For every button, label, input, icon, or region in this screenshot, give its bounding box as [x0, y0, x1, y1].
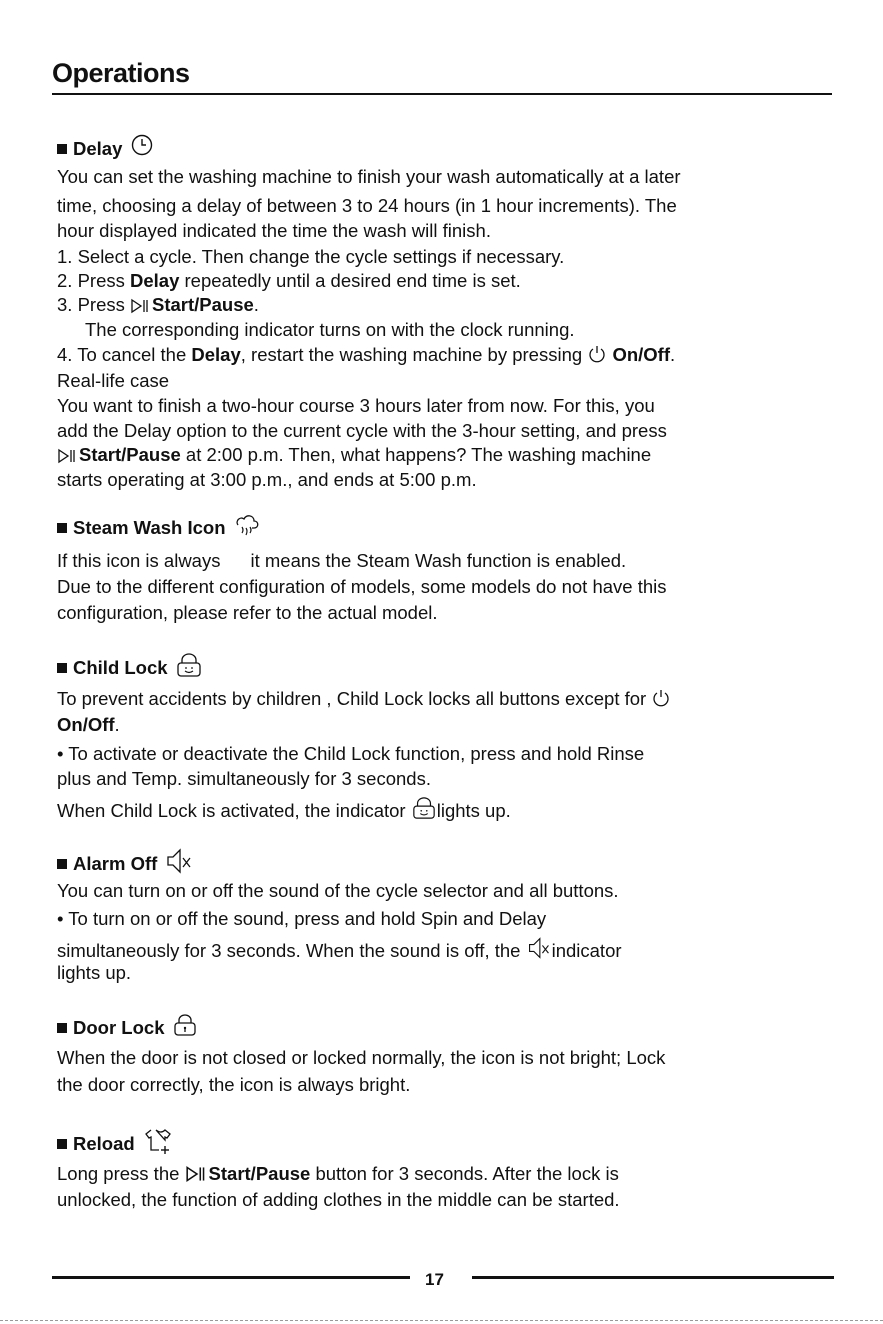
child-lock-icon	[176, 652, 202, 683]
bullet-square	[57, 859, 67, 869]
title-underline	[52, 93, 832, 95]
page-number: 17	[425, 1270, 444, 1289]
alarm-line: • To turn on or off the sound, press and hold Spin and Delay	[57, 908, 547, 929]
bullet-square	[57, 144, 67, 154]
steam-line: configuration, please refer to the actual model.	[57, 602, 438, 623]
child-lock-line: On/Off.	[57, 714, 120, 735]
child-lock-line: plus and Temp. simultaneously for 3 seconds.	[57, 768, 431, 789]
steam-line: If this icon is always it means the Steam Wash function is enabled.	[57, 550, 627, 571]
reload-line: Long press the Start/Pause button for 3 seconds. After the lock is	[57, 1163, 619, 1188]
delay-para-line: hour displayed indicated the time the wash will finish.	[57, 220, 491, 241]
alarm-line: You can turn on or off the sound of the cycle selector and all buttons.	[57, 880, 619, 901]
steam-heading: Steam Wash Icon	[57, 513, 260, 542]
delay-step-3: 3. Press Start/Pause.	[57, 294, 259, 319]
steam-line: Due to the different configuration of models, some models do not have this	[57, 576, 667, 597]
clock-icon	[130, 134, 154, 163]
case-line: starts operating at 3:00 p.m., and ends at 5:00 p.m.	[57, 469, 477, 490]
footer-rule-left	[52, 1276, 410, 1279]
delay-step-2: 2. Press Delay repeatedly until a desired end time is set.	[57, 270, 521, 291]
play-pause-icon	[185, 1165, 209, 1188]
child-lock-line: To prevent accidents by children , Child Lock locks all buttons except for	[57, 688, 671, 713]
door-lock-heading: Door Lock	[57, 1013, 198, 1042]
bullet-square	[57, 1023, 67, 1033]
alarm-line: simultaneously for 3 seconds. When the sound is off, the indicator	[57, 936, 622, 965]
bullet-square	[57, 1139, 67, 1149]
delay-heading: Delay	[57, 134, 154, 163]
mute-icon	[165, 847, 193, 880]
delay-para-line: You can set the washing machine to finish your wash automatically at a later	[57, 166, 681, 187]
bullet-square	[57, 523, 67, 533]
play-pause-icon	[57, 447, 79, 469]
steam-icon	[234, 513, 260, 542]
real-life-case-title: Real-life case	[57, 370, 170, 391]
play-pause-icon	[130, 297, 152, 319]
alarm-off-heading: Alarm Off	[57, 847, 193, 880]
reload-line: unlocked, the function of adding clothes in the middle can be started.	[57, 1189, 620, 1210]
child-lock-icon	[411, 796, 437, 825]
case-line: Start/Pause at 2:00 p.m. Then, what happens? The washing machine	[57, 444, 651, 469]
reload-heading: Reload	[57, 1126, 175, 1161]
power-icon	[651, 688, 671, 713]
mute-icon	[526, 936, 552, 965]
bullet-square	[57, 663, 67, 673]
case-line: You want to finish a two-hour course 3 hours later from now. For this, you	[57, 395, 655, 416]
delay-para-line: time, choosing a delay of between 3 to 24 hours (in 1 hour increments). The	[57, 195, 677, 216]
cut-line	[0, 1320, 883, 1321]
page-title: Operations	[52, 58, 190, 88]
child-lock-heading: Child Lock	[57, 652, 202, 683]
alarm-line: lights up.	[57, 962, 132, 983]
power-icon	[587, 344, 607, 369]
footer-rule-right	[472, 1276, 834, 1279]
child-lock-line: • To activate or deactivate the Child Lock function, press and hold Rinse	[57, 743, 645, 764]
delay-step-3-note: The corresponding indicator turns on with the clock running.	[85, 319, 575, 340]
case-line: add the Delay option to the current cycle with the 3-hour setting, and press	[57, 420, 667, 441]
door-lock-line: the door correctly, the icon is always bright.	[57, 1074, 411, 1095]
delay-step-4: 4. To cancel the Delay, restart the washing machine by pressing On/Off.	[57, 344, 675, 369]
delay-step-1: 1. Select a cycle. Then change the cycle settings if necessary.	[57, 246, 565, 267]
door-lock-icon	[172, 1013, 198, 1042]
reload-clothes-icon	[143, 1126, 175, 1161]
door-lock-line: When the door is not closed or locked normally, the icon is not bright; Lock	[57, 1047, 666, 1068]
child-lock-line: When Child Lock is activated, the indicator lights up.	[57, 796, 511, 825]
